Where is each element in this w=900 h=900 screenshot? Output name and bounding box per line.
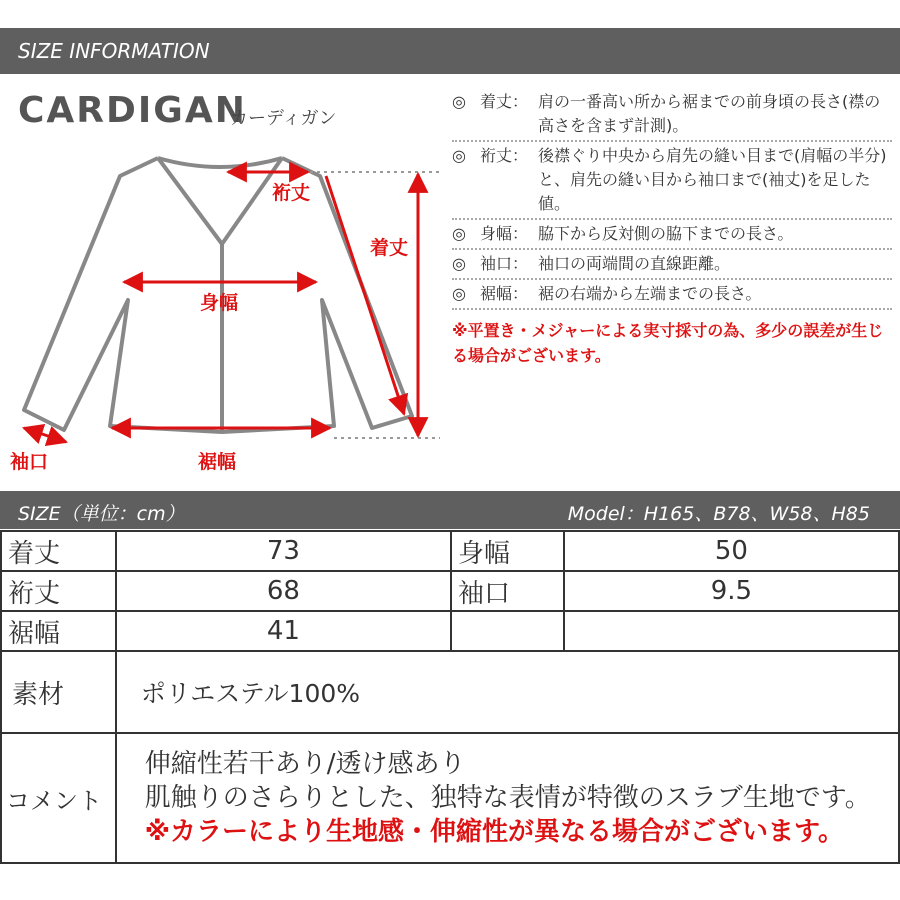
definition-key: 裾幅：	[480, 284, 529, 303]
size-value: 9.5	[564, 571, 899, 611]
measurement-note: ※平置き・メジャーによる実寸採寸の為、多少の誤差が生じる場合がございます。	[452, 321, 884, 365]
sodeguchi-arrow	[24, 428, 66, 442]
measurement-definitions	[452, 88, 892, 310]
definition-key: 着丈：	[480, 92, 529, 111]
size-table	[0, 530, 900, 864]
size-value	[564, 611, 899, 651]
definition-text: 裾の右端から左端までの長さ。	[538, 284, 762, 303]
comment-note: ※カラーにより生地感・伸縮性が異なる場合がございます。	[144, 817, 844, 847]
size-unit-label: SIZE（単位：cm）	[18, 503, 185, 525]
material-row	[1, 651, 899, 733]
definition-mihaba	[452, 220, 892, 250]
label-mihaba: 身幅	[200, 292, 239, 314]
comment-cell	[116, 733, 899, 863]
definition-key: 身幅：	[480, 224, 529, 243]
definition-text: 後襟ぐり中央から肩先の縫い目まで(肩幅の半分)と、肩先の縫い目から袖口まで(袖丈)を足した値。	[538, 146, 887, 213]
size-label: 身幅	[451, 531, 564, 571]
bullet-icon: ◎	[452, 224, 466, 243]
product-name-jp: カーディガン	[230, 108, 337, 129]
size-label: 裾幅	[1, 611, 116, 651]
size-value: 50	[564, 531, 899, 571]
size-label: 裄丈	[1, 571, 116, 611]
model-info: Model：H165、B78、W58、H85	[567, 503, 870, 525]
size-value: 41	[116, 611, 451, 651]
table-row	[1, 611, 899, 651]
comment-label: コメント	[1, 733, 116, 863]
yukitake-arrow-sleeve	[326, 176, 404, 414]
definition-sodeguchi	[452, 250, 892, 280]
label-katake: 着丈	[370, 237, 409, 259]
definition-key: 裄丈：	[480, 146, 529, 165]
size-label: 袖口	[451, 571, 564, 611]
table-row	[1, 531, 899, 571]
size-value: 73	[116, 531, 451, 571]
size-value: 68	[116, 571, 451, 611]
definition-text: 肩の一番高い所から裾までの前身頃の長さ(襟の高さを含まず計測)。	[538, 92, 881, 135]
size-header-bar	[0, 491, 900, 529]
material-value: ポリエステル100%	[116, 651, 899, 733]
material-label: 素材	[1, 651, 116, 733]
definition-key: 袖口：	[480, 254, 529, 273]
label-susohaba: 裾幅	[198, 451, 237, 473]
definition-katake	[452, 88, 892, 142]
comment-line: 伸縮性若干あり/透け感あり	[144, 749, 466, 779]
definition-yukitake	[452, 142, 892, 220]
section-title: SIZE INFORMATION	[18, 39, 210, 63]
comment-row	[1, 733, 899, 863]
definition-susohaba	[452, 280, 892, 310]
bullet-icon: ◎	[452, 284, 466, 303]
size-label	[451, 611, 564, 651]
table-row	[1, 571, 899, 611]
bullet-icon: ◎	[452, 254, 466, 273]
label-yukitake: 裄丈	[272, 182, 311, 204]
size-label: 着丈	[1, 531, 116, 571]
bullet-icon: ◎	[452, 146, 466, 165]
label-sodeguchi: 袖口	[10, 451, 49, 473]
product-name: CARDIGAN	[18, 90, 247, 131]
definition-text: 脇下から反対側の脇下までの長さ。	[538, 224, 794, 243]
definition-text: 袖口の両端間の直線距離。	[538, 254, 731, 273]
comment-line: 肌触りのさらりとした、独特な表情が特徴のスラブ生地です。	[144, 783, 871, 813]
bullet-icon: ◎	[452, 92, 466, 111]
